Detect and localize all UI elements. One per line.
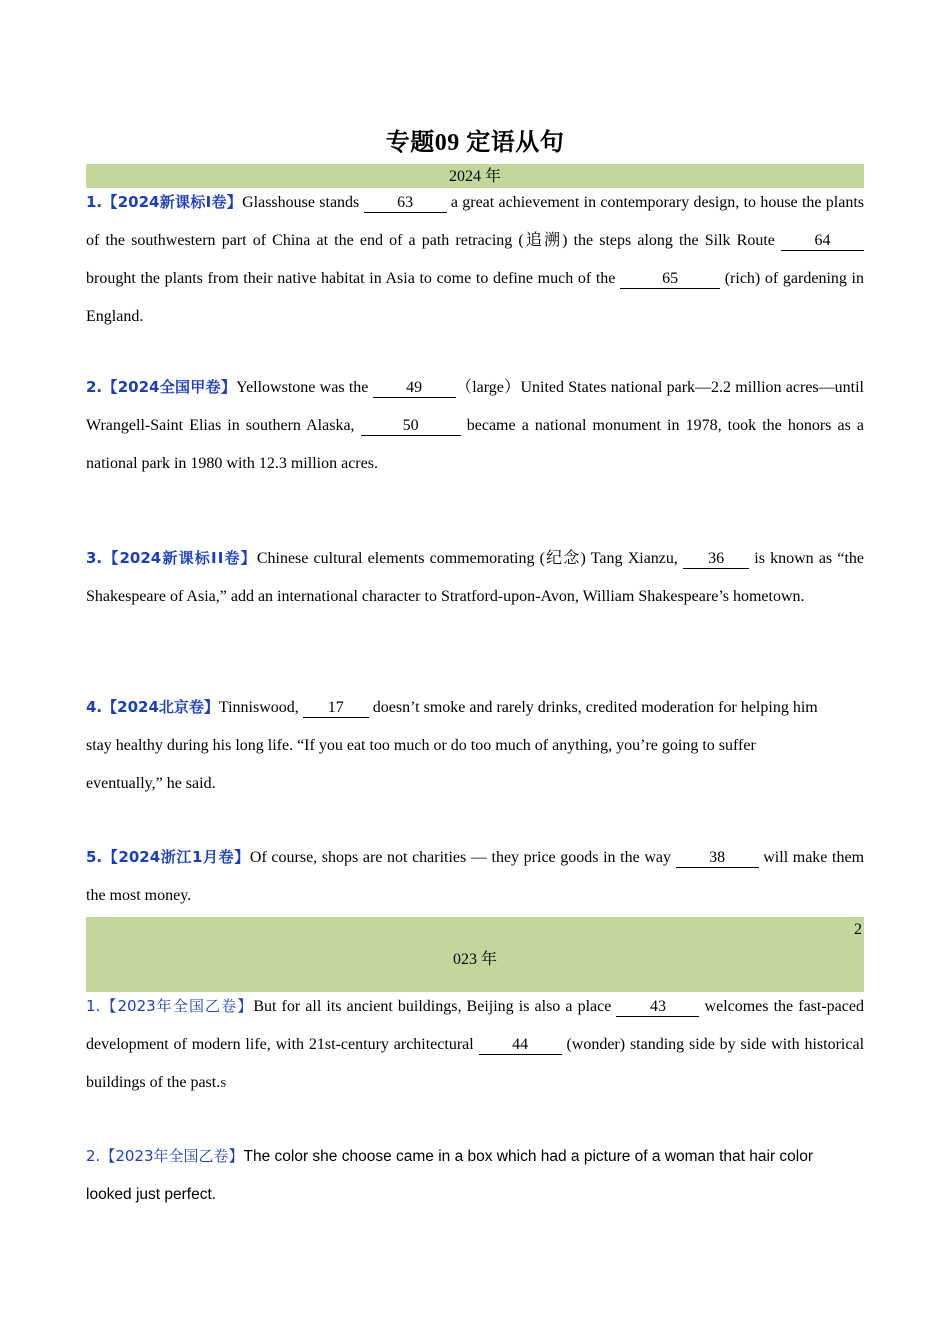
answer-blank[interactable]: 36 <box>683 550 749 569</box>
question-line: looked just perfect. <box>86 1186 217 1203</box>
question-line: eventually,” he said. <box>86 775 216 792</box>
question-number: 2. <box>86 378 103 396</box>
question-item <box>86 539 864 616</box>
question-item <box>86 368 864 483</box>
question-text: a great achievement in contemporary design, to house the plants of the southwestern part of China at the end of a path retracing (追溯) the steps along the Silk Route <box>86 194 864 249</box>
question-source: 【2024浙江1月卷】 <box>102 848 250 866</box>
year-band-2023 <box>86 917 864 992</box>
question-line: stay healthy during his long life. “If you eat too much or do too much of anything, you’re going to suffer <box>86 737 756 754</box>
question-text: Chinese cultural elements commemorating (纪念) Tang Xianzu, <box>256 550 684 567</box>
answer-blank[interactable]: 43 <box>616 998 699 1017</box>
question-source: 【2024全国甲卷】 <box>102 378 237 396</box>
question-item <box>86 987 864 1103</box>
question-text: will make them the most money. <box>86 849 865 904</box>
year-label: 023 年 <box>452 951 497 968</box>
question-number: 3. <box>86 549 103 567</box>
answer-blank[interactable]: 63 <box>364 194 447 213</box>
question-source: 【2023年全国乙卷】 <box>100 1147 244 1165</box>
answer-blank[interactable]: 65 <box>620 270 720 289</box>
question-source: 【2024新课标Ⅰ卷】 <box>102 193 243 211</box>
answer-blank[interactable]: 64 <box>781 232 864 251</box>
question-number: 1. <box>86 193 103 211</box>
question-text: became a national monument in 1978, took the honors as a national park in 1980 with 12.3 million acres. <box>86 417 865 472</box>
question-text: doesn’t smoke and rarely drinks, credited moderation for helping him <box>368 699 818 716</box>
question-source: 【2023年全国乙卷】 <box>100 997 254 1015</box>
stray-mark: S <box>220 1078 227 1090</box>
answer-blank[interactable]: 38 <box>676 849 759 868</box>
answer-blank[interactable]: 17 <box>303 699 369 718</box>
question-text: Glasshouse stands <box>242 194 364 211</box>
question-text: (rich) of gardening in England. <box>86 270 865 325</box>
question-text: Tinniswood, <box>218 699 303 716</box>
page-title: 专题09 定语从句 <box>385 130 565 156</box>
question-number: 2. <box>86 1147 101 1165</box>
question-text: brought the plants from their native habitat in Asia to come to define much of the <box>86 270 621 287</box>
question-number: 4. <box>86 698 103 716</box>
question-text: (wonder) standing side by side with historical buildings of the past. <box>86 1036 865 1091</box>
question-line <box>86 688 864 727</box>
question-item <box>86 1137 864 1214</box>
question-source: 【2024新课标ⅠⅠ卷】 <box>102 549 257 567</box>
page-number: 2 <box>854 921 862 938</box>
question-source: 【2024北京卷】 <box>102 698 219 716</box>
question-text: is known as “the Shakespeare of Asia,” add an international character to Stratford-upon-Avon, William Shakespeare’s hometown. <box>86 550 864 605</box>
question-number: 5. <box>86 848 103 866</box>
year-label: 2024 年 <box>448 168 501 185</box>
question-text: （large）United States national park—2.2 million acres—until Wrangell-Saint Elias in southern Alaska, <box>86 379 864 434</box>
question-item <box>86 838 864 915</box>
answer-blank[interactable]: 49 <box>373 379 456 398</box>
question-text: The color she choose came in a box which had a picture of a woman that hair color <box>243 1148 814 1165</box>
answer-blank[interactable]: 44 <box>479 1036 562 1055</box>
question-text: Of course, shops are not charities — they price goods in the way <box>249 849 676 866</box>
answer-blank[interactable]: 50 <box>361 417 461 436</box>
question-item <box>86 183 864 336</box>
question-text: welcomes the fast-paced development of modern life, with 21st-century architectural <box>86 998 864 1053</box>
question-text: But for all its ancient buildings, Beijing is also a place <box>253 998 617 1015</box>
question-line <box>86 1137 864 1176</box>
question-number: 1. <box>86 997 101 1015</box>
question-text: Yellowstone was the <box>236 379 373 396</box>
question-item <box>86 688 864 803</box>
